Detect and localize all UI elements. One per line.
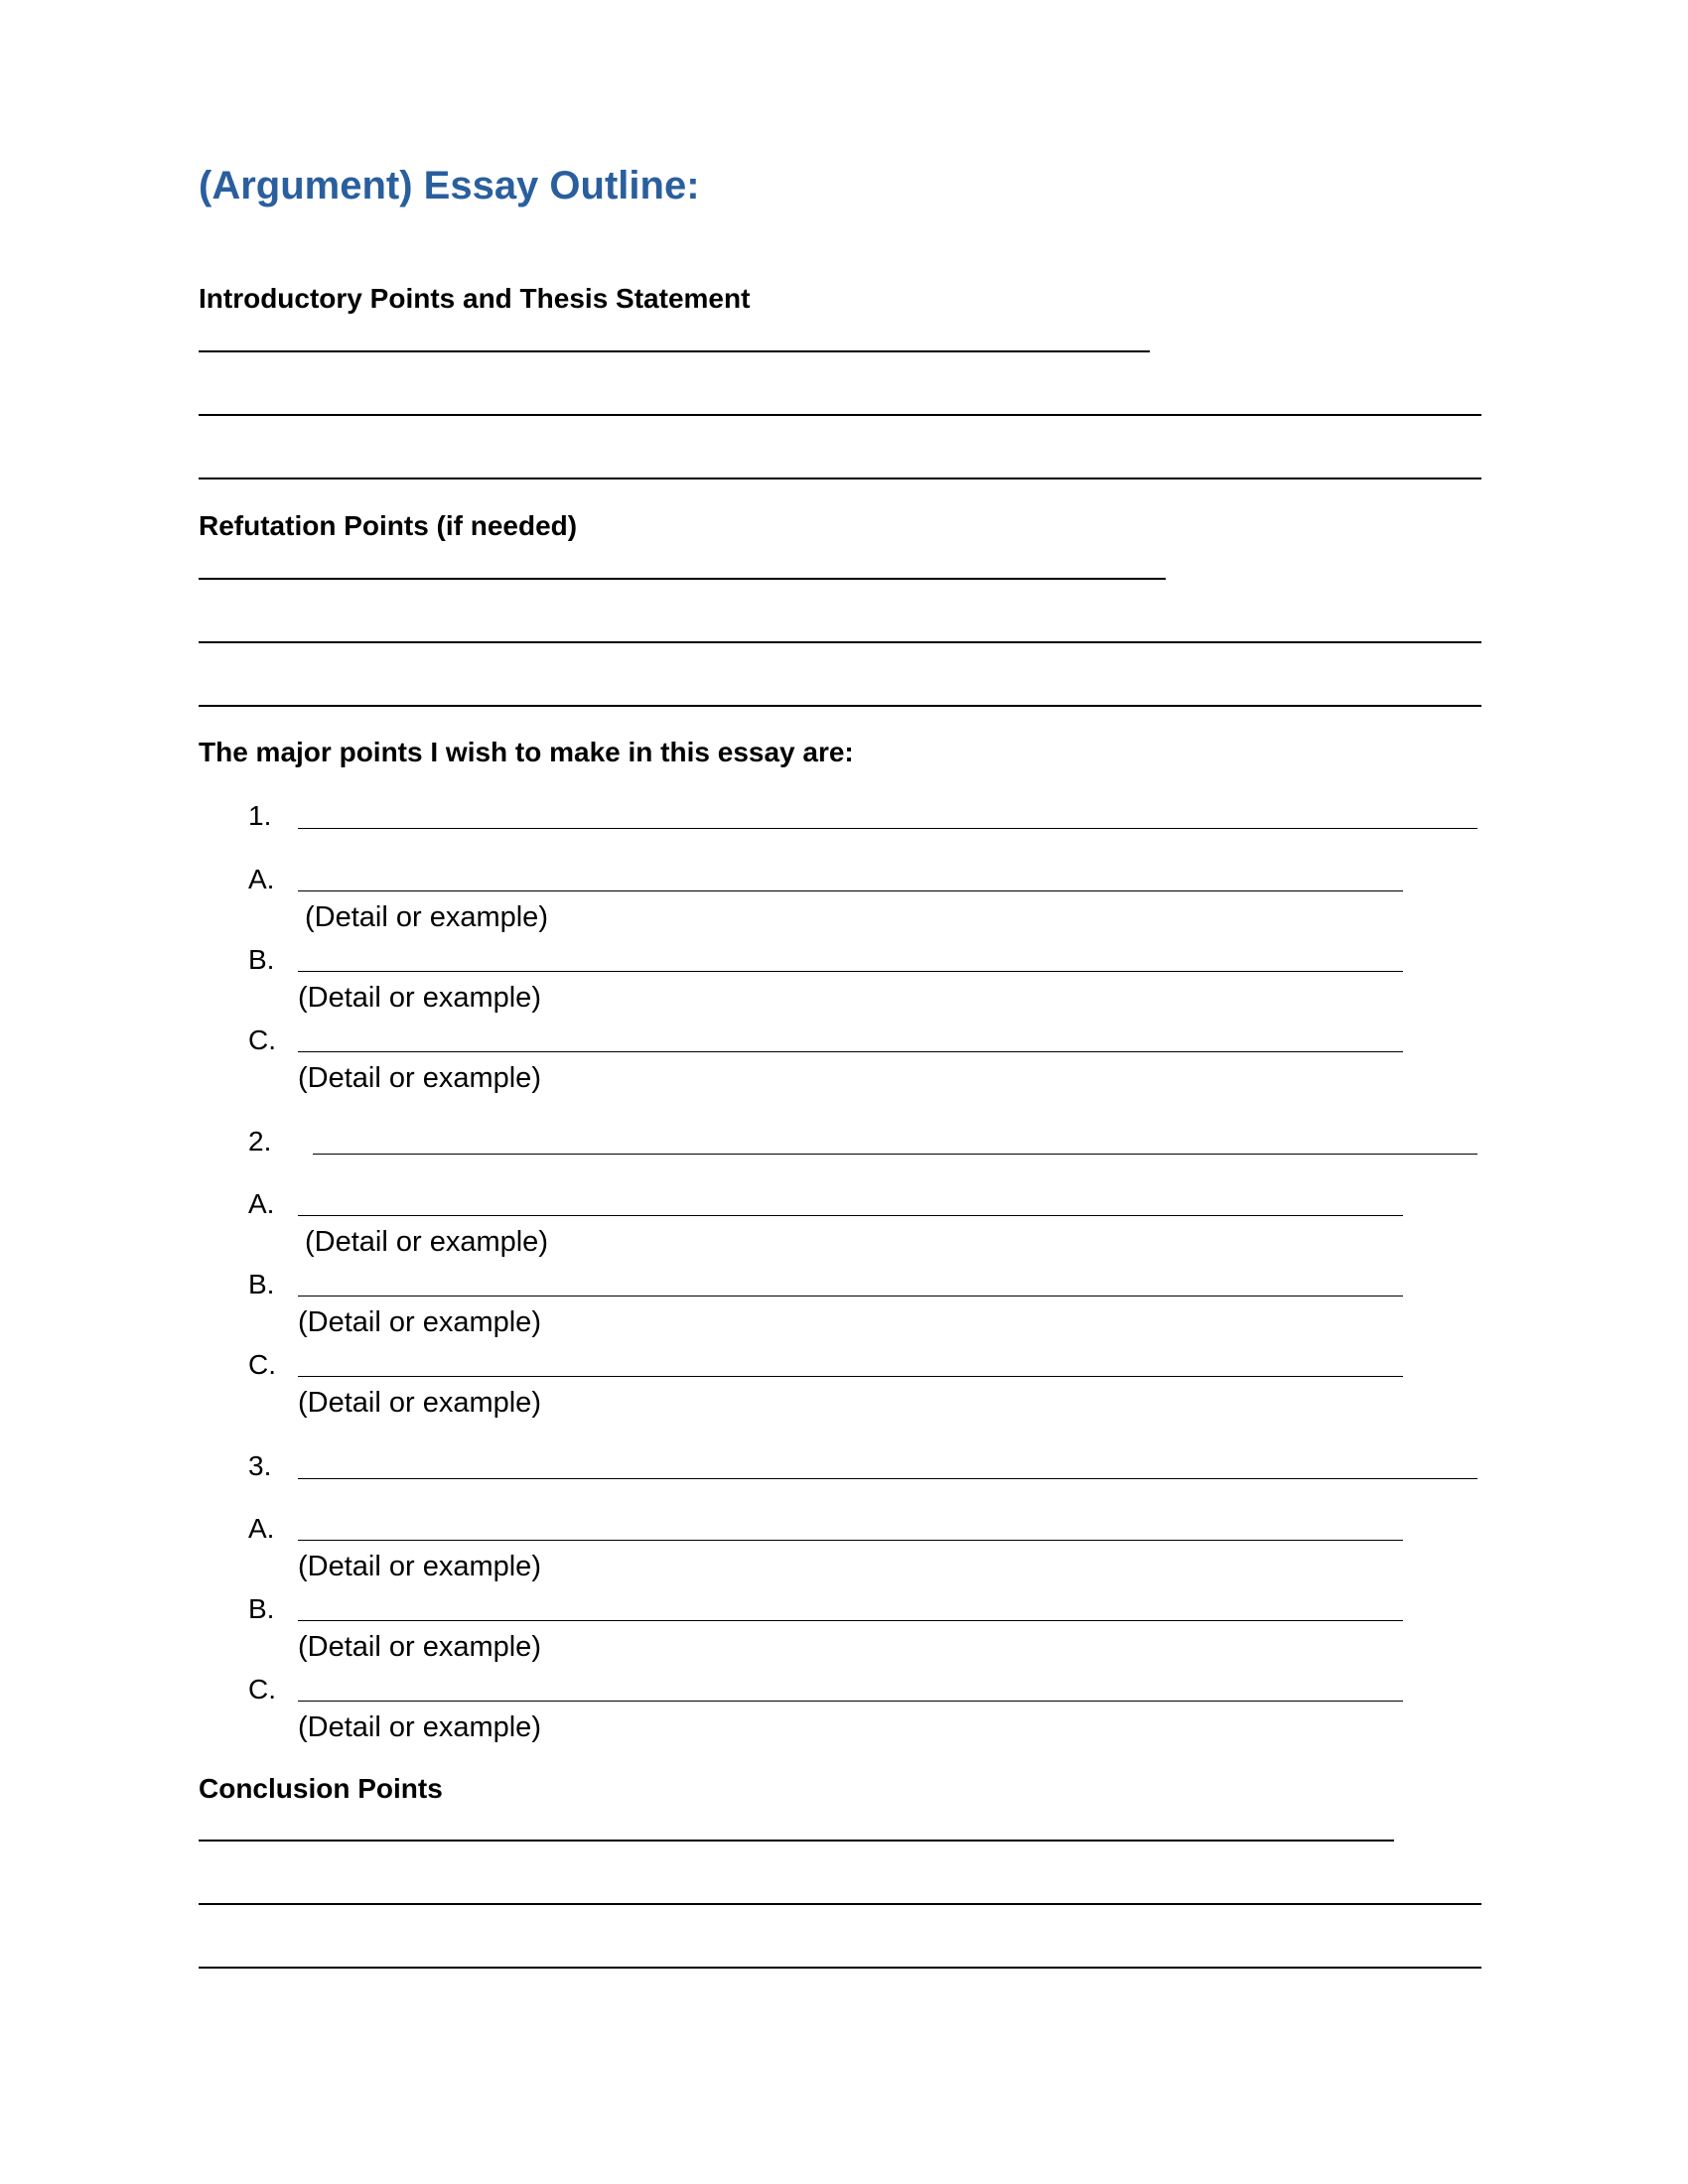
conclusion-line-3[interactable] xyxy=(199,1967,1481,1969)
point-3-subpoint-a-letter: A. xyxy=(248,1513,275,1544)
point-1-subpoint-c-detail: (Detail or example) xyxy=(298,1062,541,1094)
point-2-subpoint-b-letter: B. xyxy=(248,1269,275,1299)
point-3-subpoint-a-line[interactable] xyxy=(298,1540,1403,1541)
point-1-subpoint-a-letter: A. xyxy=(248,864,275,894)
point-2-subpoint-a-line[interactable] xyxy=(298,1215,1403,1216)
point-3-subpoint-c-line[interactable] xyxy=(298,1701,1403,1702)
point-1-number: 1. xyxy=(248,800,272,831)
intro-line-3[interactable] xyxy=(199,478,1481,479)
point-2-subpoint-a-letter: A. xyxy=(248,1188,275,1219)
point-3-subpoint-c-detail: (Detail or example) xyxy=(298,1711,541,1743)
point-1-subpoint-c-line[interactable] xyxy=(298,1051,1403,1052)
intro-line-1[interactable] xyxy=(199,350,1150,352)
point-2-subpoint-b-detail: (Detail or example) xyxy=(298,1306,541,1338)
point-1-subpoint-a-detail: (Detail or example) xyxy=(305,901,548,933)
point-3-subpoint-c-letter: C. xyxy=(248,1674,276,1705)
point-2-subpoint-c-letter: C. xyxy=(248,1349,276,1380)
refutation-line-1[interactable] xyxy=(199,578,1166,580)
point-2-number: 2. xyxy=(248,1126,272,1157)
point-2-subpoint-a-detail: (Detail or example) xyxy=(305,1226,548,1258)
conclusion-heading: Conclusion Points xyxy=(199,1773,443,1804)
intro-heading: Introductory Points and Thesis Statement xyxy=(199,283,751,314)
point-1-subpoint-b-letter: B. xyxy=(248,944,275,975)
point-3-subpoint-b-detail: (Detail or example) xyxy=(298,1631,541,1663)
page-title: (Argument) Essay Outline: xyxy=(199,164,700,207)
point-1-subpoint-a-line[interactable] xyxy=(298,890,1403,891)
point-3-subpoint-a-detail: (Detail or example) xyxy=(298,1551,541,1582)
intro-line-2[interactable] xyxy=(199,414,1481,416)
point-1-line[interactable] xyxy=(298,828,1477,829)
refutation-heading: Refutation Points (if needed) xyxy=(199,510,578,541)
point-1-subpoint-b-line[interactable] xyxy=(298,971,1403,972)
point-2-subpoint-c-detail: (Detail or example) xyxy=(298,1387,541,1419)
point-2-line[interactable] xyxy=(313,1154,1477,1155)
point-3-number: 3. xyxy=(248,1450,272,1481)
point-1-subpoint-b-detail: (Detail or example) xyxy=(298,982,541,1014)
major-points-heading: The major points I wish to make in this essay are: xyxy=(199,737,854,767)
refutation-line-3[interactable] xyxy=(199,705,1481,707)
point-2-subpoint-c-line[interactable] xyxy=(298,1376,1403,1377)
point-1-subpoint-c-letter: C. xyxy=(248,1024,276,1055)
point-3-subpoint-b-line[interactable] xyxy=(298,1620,1403,1621)
point-2-subpoint-b-line[interactable] xyxy=(298,1296,1403,1297)
conclusion-line-2[interactable] xyxy=(199,1903,1481,1905)
conclusion-line-1[interactable] xyxy=(199,1840,1394,1842)
point-3-subpoint-b-letter: B. xyxy=(248,1593,275,1624)
point-3-line[interactable] xyxy=(298,1478,1477,1479)
refutation-line-2[interactable] xyxy=(199,641,1481,643)
